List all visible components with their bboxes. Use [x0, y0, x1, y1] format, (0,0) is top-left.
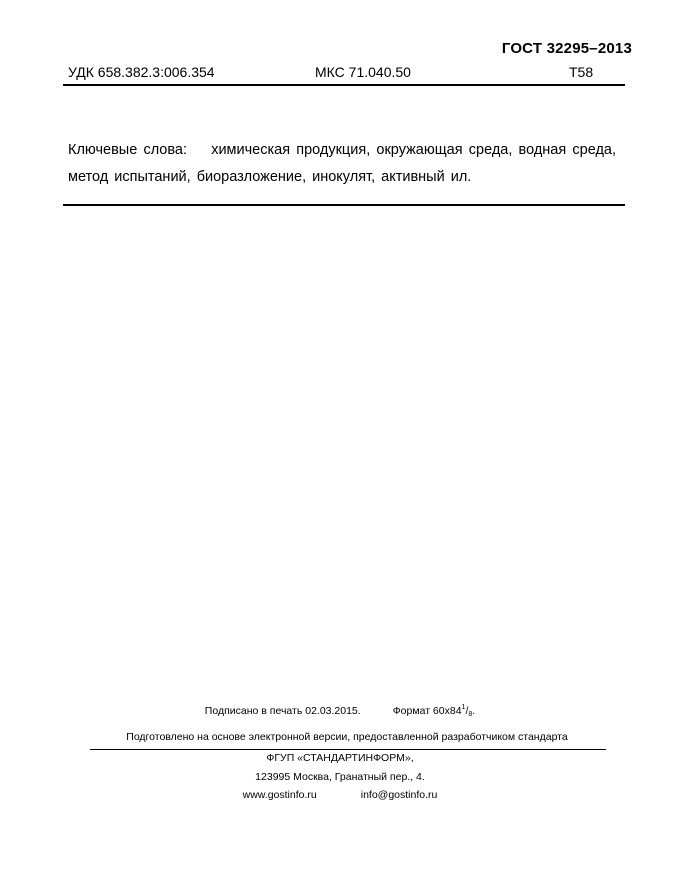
keywords-rule	[63, 204, 625, 206]
website-link[interactable]: www.gostinfo.ru	[242, 789, 317, 801]
top-rule	[63, 84, 625, 86]
group-code: Т58	[569, 64, 594, 80]
contact-row	[0, 789, 680, 801]
keywords-text: химическая продукция, окружающая среда, водная среда, метод испытаний, биоразложение, инокулят, активный ил.	[68, 142, 616, 185]
standard-code: ГОСТ 32295–2013	[501, 40, 632, 57]
bottom-rule	[90, 749, 606, 750]
format-end: .	[472, 705, 476, 717]
mks-code: МКС 71.040.50	[315, 64, 411, 80]
organization-name: ФГУП «СТАНДАРТИНФОРМ»,	[266, 752, 414, 764]
keywords-block	[68, 137, 616, 191]
format-label: Формат 60x84	[392, 705, 462, 717]
format-denominator: 8	[468, 711, 473, 718]
email-link[interactable]: info@gostinfo.ru	[360, 789, 438, 801]
udk-code: УДК 658.382.3:006.354	[68, 64, 215, 80]
keywords-label: Ключевые слова:	[68, 142, 188, 158]
print-info: Подписано в печать 02.03.2015. Формат $60x84^1/_8$.	[204, 704, 476, 718]
organization-address: 123995 Москва, Гранатный пер., 4.	[255, 771, 425, 783]
format-numerator: 1	[461, 704, 466, 711]
signed-date: Подписано в печать 02.03.2015.	[204, 705, 361, 717]
classification-row	[68, 64, 624, 84]
prepared-note: Подготовлено на основе электронной версии, предоставленной разработчиком стандарта	[126, 731, 568, 743]
